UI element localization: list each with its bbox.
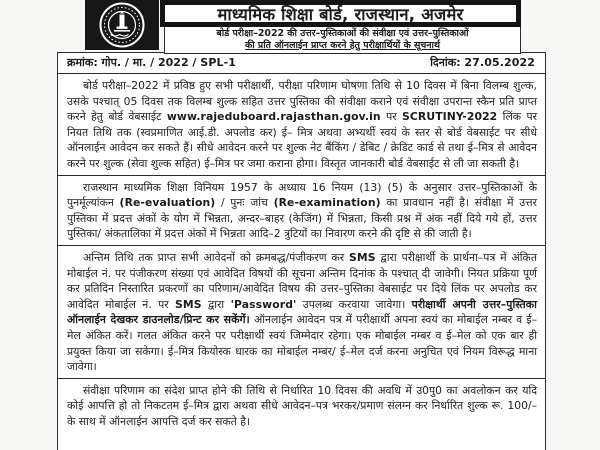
notice-paragraph: राजस्थान माध्यमिक शिक्षा विनियम 1957 के अध्याय 16 नियम (13) (5) के अनुसार उत्तर–पुस्तिकाओं के पुनर्मूल्यांकन (Re-evaluation) / पुनः जांच (Re-examination) का प्रावधान नहीं है। संवीक्षा में उत्तर पुस्तिका में प्रदत्त अंकों के योग में भिन्नता, अन्दर–बाहर (केजिंग) में भिन्नता, किसी प्रश्न में अंक नहीं दिये गये हों, उत्तर पुस्तिका/ अंकतालिका में प्रदत्त अंकों में भिन्नता आदि–2 त्रुटियों का निवारण करने की दृष्टि से की जाती है। — [58, 176, 545, 246]
ref-number-value: SPL-1 — [200, 56, 237, 69]
subject-line-1: बोर्ड परीक्षा–2022 की उत्तर–पुस्तिकाओं की संवीक्षा एवं उत्तर–पुस्तिकाओं — [216, 28, 469, 39]
notice-paragraph: अन्तिम तिथि तक प्राप्त सभी आवेदनों को क्रमबद्ध/पंजीकरण कर SMS द्वारा परीक्षार्थी के प्रार्थना–पत्र में अंकित मोबाईल नं. पर पंजीकरण संख्या एवं आवेदित विषयों की सूचना अन्तिम दिनांक के पश्चात् दी जावेगी। नियत प्रक्रिया पूर्ण कर प्रतिदिन निस्तारित प्रकरणों का परिणाम/आवेदित विषय की उत्तर–पुस्तिका वेबसाईट पर दिये लिंक पर अपलोड कर आवेदित मोबाईल नं. पर SMS द्वारा 'Password' उपलब्ध करवाया जावेगा। परीक्षार्थी अपनी उत्तर–पुस्तिका ऑनलाईन देखकर डाउनलोड/प्रिन्ट कर सकेंगें। ऑनलाईन आवेदन पत्र में परीक्षार्थी अपना स्वयं का मोबाईल नम्बर व ई–मेल अंकित करें। गलत अंकित करने पर परीक्षार्थी स्वयं जिम्मेदार रहेगा। एक मोबाईल नम्बर व ई–मेल को एक बार ही प्रयुक्त किया जा सकेगा। ई–मित्र कियोस्क धारक का मोबाईल नम्बर/ ई–मेल दर्ज करना अनुचित एवं नियम विरूद्ध माना जावेगा। — [58, 246, 545, 379]
date-label: दिनांक: — [430, 56, 461, 69]
notice-paragraph: संवीक्षा परिणाम का संदेश प्राप्त होने की तिथि से निर्धारित 10 दिवस की अवधि में उ0पु0 का अवलोकन कर यदि कोई आपत्ति हो तो निकटतम ई–मित्र द्वारा अथवा सीधे आवेदन–पत्र भरकर/प्रमाण संलग्न कर निर्धारित शुल्क रू. 100/– के साथ में ऑनलाईन आपत्ति दर्ज कर सकते है। — [67, 383, 537, 428]
notice-subject-box — [164, 27, 521, 54]
notice-paragraph: बोर्ड परीक्षा–2022 में प्रविष्ठ हुए सभी परीक्षार्थी, परीक्षा परिणाम घोषणा तिथि से 10 दिवस में बिना विलम्ब शुल्क, उसके पश्चात् 05 दिवस तक विलम्ब शुल्क सहित उत्तर पुस्तिका की संवीक्षा कराने एवं संवीक्षा उपरान्त स्कैन प्रति प्राप्त करने हेतु बोर्ड वेबसाईट www.rajeduboard.rajasthan.gov.in पर SCRUTINY-2022 लिंक पर नियत तिथि तक (स्वप्रमाणित आई.डी. अपलोड कर) ई– मित्र अथवा अभ्यर्थी स्वयं के स्तर से बोर्ड वेबसाईट पर सीधे ऑनलाईन आवेदन कर सकते हैं। सीधे आवेदन करने पर शुल्क नेट बैंकिंग / डेबिट / क्रेडिट कार्ड से तथा ई–मित्र से आवेदन करने पर शुल्क (सेवा शुल्क सहित) ई–मित्र पर जमा कराना होगा। विस्तृत जानकारी बोर्ड वेबसाईट से ली जा सकती है। — [58, 74, 545, 176]
ref-number — [67, 55, 236, 70]
board-title: माध्यमिक शिक्षा बोर्ड, राजस्थान, अजमेर — [160, 0, 521, 27]
subject-line-2: की प्रति ऑनलाईन प्राप्त करने हेतु परीक्षार्थियों के सूचनार्थ — [245, 39, 440, 51]
notice-paragraphs — [58, 74, 545, 432]
board-seal-icon — [99, 2, 145, 48]
issue-date — [430, 55, 535, 70]
board-logo — [85, 0, 159, 50]
ref-label: क्रमांक: गोप. / मा. / 2022 / — [67, 56, 197, 69]
ref-date-row — [58, 53, 545, 74]
notice-header — [85, 0, 521, 52]
header-title-block — [160, 0, 521, 52]
date-value: 27.05.2022 — [464, 56, 535, 69]
notice-body-frame — [57, 52, 546, 450]
